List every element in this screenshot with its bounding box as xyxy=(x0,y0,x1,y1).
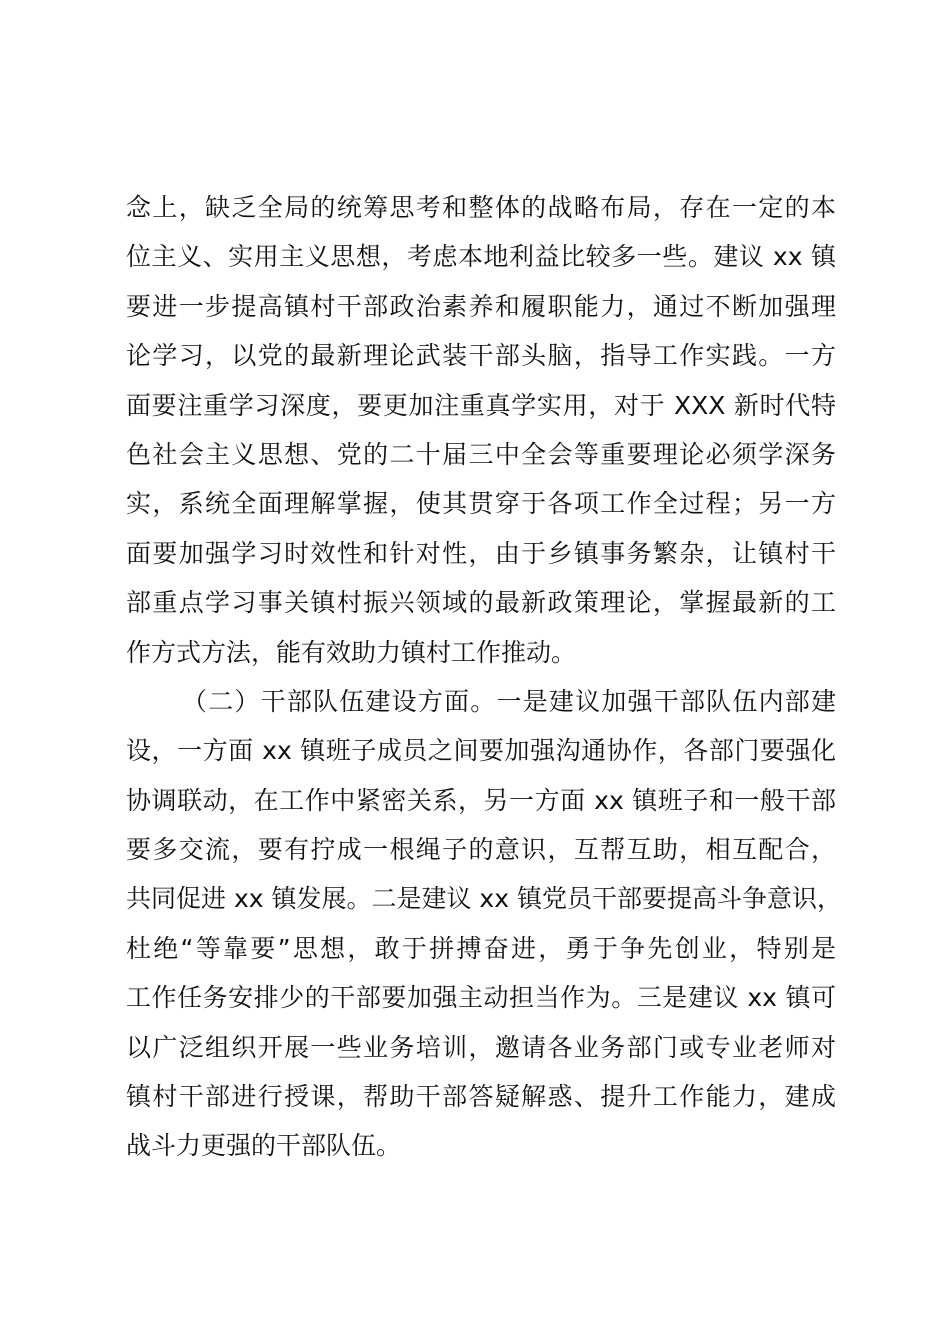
paragraph-line: 工作任务安排少的干部要加强主动担当作为。三是建议 xx 镇可 xyxy=(126,983,836,1013)
paragraph-line: 协调联动，在工作中紧密关系，另一方面 xx 镇班子和一般干部 xyxy=(126,785,836,815)
paragraph-line: 要进一步提高镇村干部政治素养和履职能力，通过不断加强理 xyxy=(126,291,836,321)
paragraph-line: 镇村干部进行授课，帮助干部答疑解惑、提升工作能力，建成 xyxy=(126,1082,836,1112)
paragraph-line: 论学习，以党的最新理论武装干部头脑，指导工作实践。一方 xyxy=(126,341,836,371)
paragraph-line: 面要加强学习时效性和针对性，由于乡镇事务繁杂，让镇村干 xyxy=(126,538,836,568)
paragraph-line: 实，系统全面理解掌握，使其贯穿于各项工作全过程；另一方 xyxy=(126,489,836,519)
section-heading-line: （二）干部队伍建设方面。一是建议加强干部队伍内部建 xyxy=(182,686,836,716)
paragraph-line: 作方式方法，能有效助力镇村工作推动。 xyxy=(126,637,577,667)
paragraph-line: 部重点学习事关镇村振兴领域的最新政策理论，掌握最新的工 xyxy=(126,588,836,618)
paragraph-line: 设，一方面 xx 镇班子成员之间要加强沟通协作，各部门要强化 xyxy=(126,736,836,766)
paragraph-2 xyxy=(126,677,842,1171)
paragraph-line: 要多交流，要有拧成一根绳子的意识，互帮互助，相互配合， xyxy=(126,835,836,865)
paragraph-1 xyxy=(126,183,836,677)
document-body xyxy=(126,183,842,1171)
paragraph-line: 共同促进 xx 镇发展。二是建议 xx 镇党员干部要提高斗争意识， xyxy=(126,884,842,914)
paragraph-line: 念上，缺乏全局的统筹思考和整体的战略布局，存在一定的本 xyxy=(126,193,836,222)
paragraph-line: 以广泛组织开展一些业务培训，邀请各业务部门或专业老师对 xyxy=(126,1032,836,1062)
paragraph-line: 杜绝“等靠要”思想，敢于拼搏奋进，勇于争先创业，特别是 xyxy=(126,933,836,963)
paragraph-line: 面要注重学习深度，要更加注重真学实用，对于 XXX 新时代特 xyxy=(126,390,836,420)
paragraph-line: 色社会主义思想、党的二十届三中全会等重要理论必须学深务 xyxy=(126,439,836,469)
paragraph-line: 位主义、实用主义思想，考虑本地利益比较多一些。建议 xx 镇 xyxy=(126,242,836,272)
paragraph-line: 战斗力更强的干部队伍。 xyxy=(126,1131,402,1161)
